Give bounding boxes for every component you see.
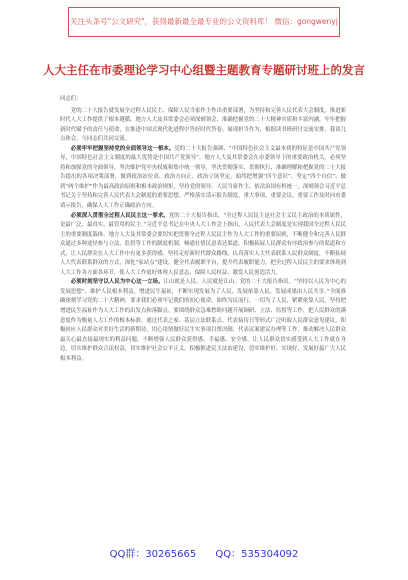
salutation: 同志们： — [60, 96, 82, 102]
qq-number: QQ：535304092 — [215, 549, 299, 560]
paragraph-lead: 必须时刻坚守以人民为中心这一立场。 — [70, 279, 164, 286]
paragraph-text: 党的二十大报告指出，“全过程人民民主是社会主义民主政治的本质属性，是最广泛、最真实、最管用的民主。”习近平总书记在中央人大工作会上指出，人民代表大会制度是实现我国全过程人民民主的重要制度载体。地方人大及其常委会要切实把贯彻全过程人民民主作为人大工作的重要原则，不断健全和完善人民群众通过多种途径参与立法、监督等工作的制度机制，畅通社情民意表达渠道，积极拓展人民群众有序政治参与的渠道和方式，让人民群众在人大工作中有更多获得感。坚持走好新时代群众路线，认真落实人大代表联系人民群众制度，不断拓展人大代表联系群众的方式，深化“家站点”建设，健全代表履职平台，提升代表履职能力，把全过程人民民主的要求体现到人大工作各方面各环节，使人大工作更好体现人民意志、保障人民权益、激发人民创造活力。 — [60, 212, 346, 276]
paragraph-lead: 必须深入贯彻全过程人民民主这一要求。 — [70, 212, 169, 219]
document-body — [60, 95, 346, 364]
qq-group-number: QQ群：30265665 — [109, 549, 197, 560]
paragraph — [60, 107, 346, 145]
header-banner — [68, 7, 340, 37]
paragraph-text: 党的二十大报告强调，“中国特色社会主义最本质的特征是中国共产党领导，中国特色社会主义制度的最大优势是中国共产党领导”。地方人大及其常委会在市委领导下的重要政治机关，必须坚持和加强党的全面领导，坚决维护党中央权威和集中统一领导，坚决贯彻落实、贯彻执行、准确理解和把握党的二十大报告提出的各项决策部署，做到政治站位高、政治方向正、政治立场坚定。始终把增强“四个意识”、坚定“四个自信”、做到“两个维护”作为最高政治原则和根本政治规矩，坚持党的领导、人民当家作主、依法治国有机统一。深刻领会习近平总书记关于坚持和完善人民代表大会制度的重要思想。严格落实请示报告制度，重大事项、重要会议、重要工作及时向市委请示报告，确保人大工作正确政治方向。 — [60, 145, 346, 210]
footer-contact — [0, 545, 408, 560]
paragraph-text: 党的二十大报告就发展全过程人民民主、保障人民当家作主作出重要部署，为坚持和完善人民代表大会制度，推进新时代人大工作提供了根本遵循。地方人大及其常委会必须深刻领会、准确把握党的二十大精神实质和丰富内涵，牢牢把握新时代赋予的责任与使命，在推进中国式现代化进程中答好时代答卷。展现担当作为，根据读书班研讨交流安排，我谈几点体会，与同志们共同交流。 — [60, 107, 346, 143]
page-title: 人大主任在市委理论学习中心组暨主题教育专题研讨班上的发言 — [43, 63, 365, 77]
paragraph — [60, 278, 346, 364]
banner-text: 关注头条号"公文研究"，获得最新最全最专业的公文资料库！ 微信：gongwenyj — [70, 17, 338, 26]
paragraph — [60, 212, 346, 279]
paragraph — [60, 145, 346, 212]
paragraph-lead: 必须牢牢把握坚持党的全面领导这一根本。 — [70, 145, 175, 152]
paragraph-text: 江山就是人民，人民就是江山。党的二十大报告指出，“坚持以人民为中心的发展思想”，维护人民根本利益，增进民生福祉，不断实现发展为了人民、发展依靠人民、发展成果由人民共享。”全面准确深刻学习党的二十大精神，要求我们必须牢记我们的初心使命，始终为民而行，一切为了人民、紧紧依靠人民，坚持把增进民生福祉作为人大工作的出发点和落脚点。要围绕群众急难愁盼问题开展调研、立法、监督等工作，把人民群众的满意度作为衡量人大工作的根本标准，通过代表之家、基层立法联系点、代表接待日等形式广泛听取人民群众意见建议，积极回应人民群众对美好生活的新期待，用心用情做好民生实事项目票决制、代表议案建议办理等工作，推动解决人民群众最关心最直接最现实的利益问题，不断增强人民群众获得感、幸福感、安全感，让人民群众切实感受到人大工作就在身边。切实维护群众合法权益，切实维护社会公平正义，积极推进民主法治建设，切实维护好、实现好、发展好最广大人民根本利益。 — [60, 279, 346, 362]
